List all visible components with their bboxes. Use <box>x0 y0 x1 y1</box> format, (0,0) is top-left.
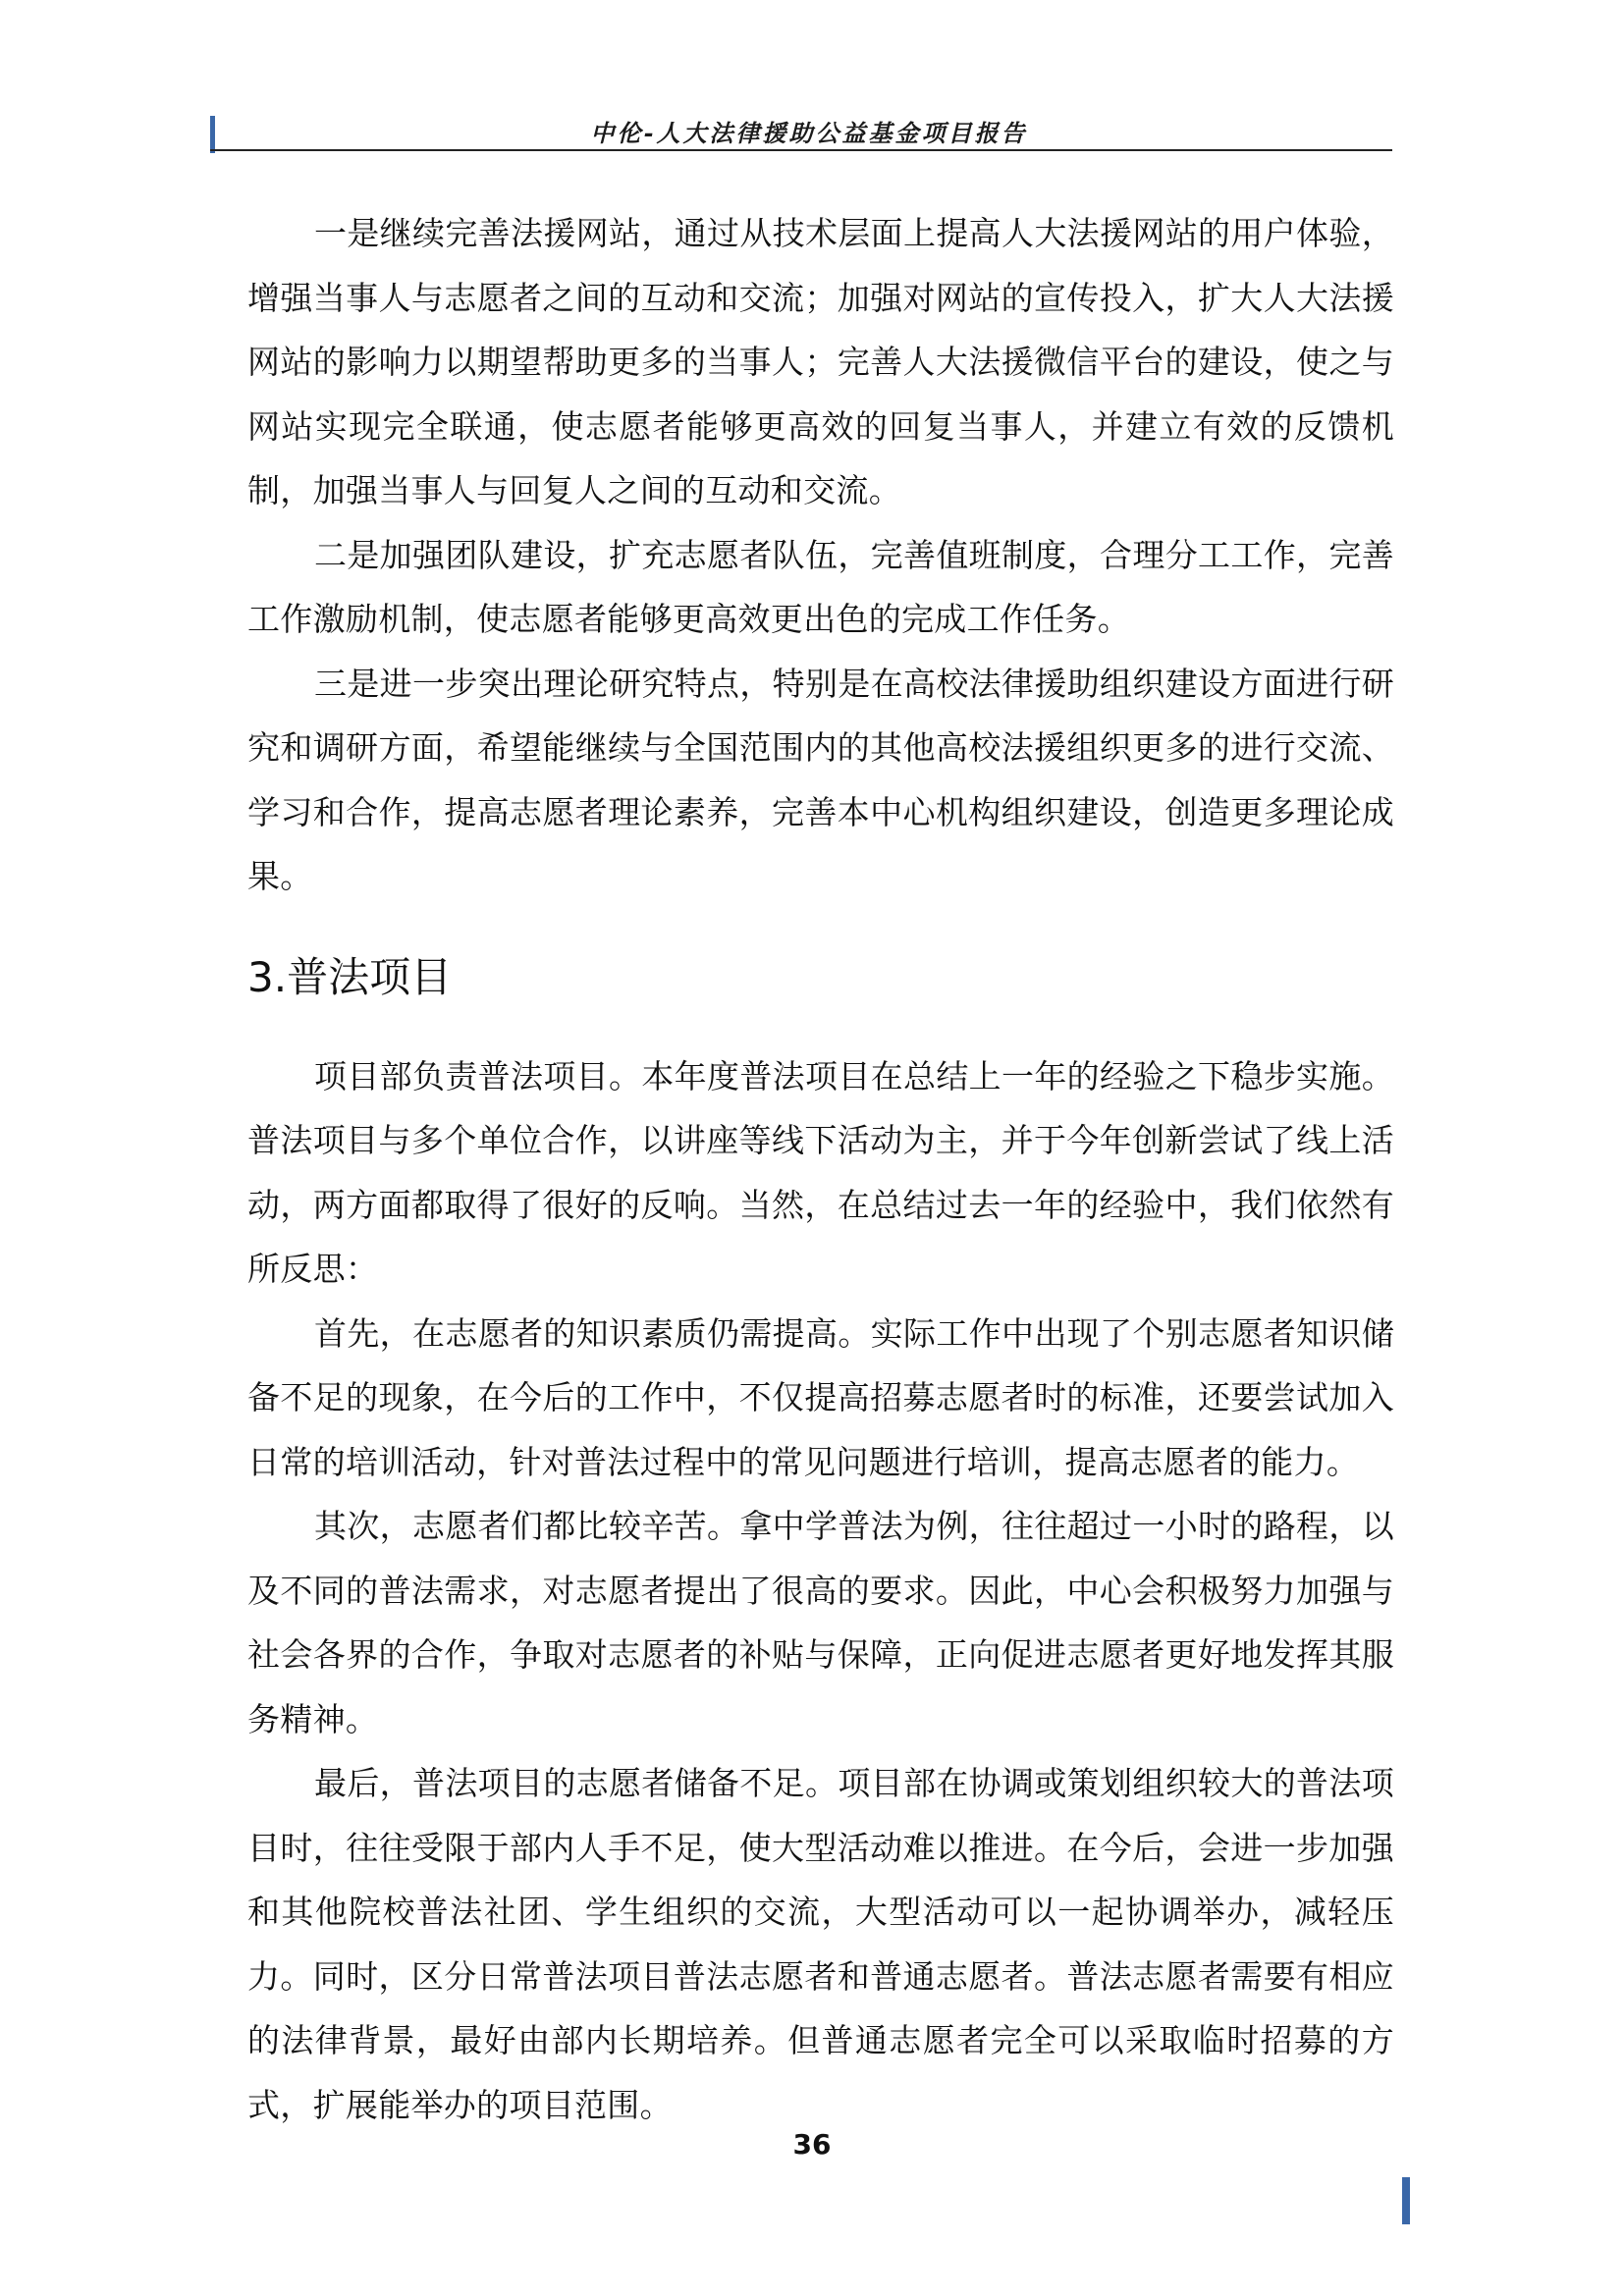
paragraph-team: 二是加强团队建设，扩充志愿者队伍，完善值班制度，合理分工工作，完善工作激励机制，使志愿者能够更高效更出色的完成工作任务。 <box>247 535 1394 638</box>
header-rule <box>210 149 1392 151</box>
header-accent-bar <box>210 116 215 153</box>
section-title: 3.普法项目 <box>247 952 453 1001</box>
page-body <box>247 201 1394 2137</box>
paragraph-website: 一是继续完善法援网站，通过从技术层面上提高人大法援网站的用户体验，增强当事人与志愿者之间的互动和交流；加强对网站的宣传投入，扩大人大法援网站的影响力以期望帮助更多的当事人；完善人大法援微信平台的建设，使之与网站实现完全联通，使志愿者能够更高效的回复当事人，并建立有效的反馈机制，加强当事人与回复人之间的互动和交流。 <box>247 214 1394 509</box>
running-header-title: 中伦-人大法律援助公益基金项目报告 <box>590 119 1028 147</box>
paragraph-first: 首先，在志愿者的知识素质仍需提高。实际工作中出现了个别志愿者知识储备不足的现象，在今后的工作中，不仅提高招募志愿者时的标准，还要尝试加入日常的培训活动，针对普法过程中的常见问题进行培训，提高志愿者的能力。 <box>247 1313 1394 1481</box>
paragraph-intro: 项目部负责普法项目。本年度普法项目在总结上一年的经验之下稳步实施。普法项目与多个单位合作，以讲座等线下活动为主，并于今年创新尝试了线上活动，两方面都取得了很好的反响。当然，在总结过去一年的经验中，我们依然有所反思： <box>247 1056 1394 1288</box>
paragraph-second: 其次，志愿者们都比较辛苦。拿中学普法为例，往往超过一小时的路程，以及不同的普法需求，对志愿者提出了很高的要求。因此，中心会积极努力加强与社会各界的合作，争取对志愿者的补贴与保障，正向促进志愿者更好地发挥其服务精神。 <box>247 1507 1394 1738</box>
footer-accent-bar <box>1402 2177 1410 2224</box>
paragraph-research: 三是进一步突出理论研究特点，特别是在高校法律援助组织建设方面进行研究和调研方面，希望能继续与全国范围内的其他高校法援组织更多的进行交流、学习和合作，提高志愿者理论素养，完善本中心机构组织建设，创造更多理论成果。 <box>247 664 1394 895</box>
paragraph-last: 最后，普法项目的志愿者储备不足。项目部在协调或策划组织较大的普法项目时，往往受限于部内人手不足，使大型活动难以推进。在今后，会进一步加强和其他院校普法社团、学生组织的交流，大型活动可以一起协调举办，减轻压力。同时，区分日常普法项目普法志愿者和普通志愿者。普法志愿者需要有相应的法律背景，最好由部内长期培养。但普通志愿者完全可以采取临时招募的方式，扩展能举办的项目范围。 <box>247 1764 1394 2124</box>
page-number: 36 <box>792 2128 832 2161</box>
